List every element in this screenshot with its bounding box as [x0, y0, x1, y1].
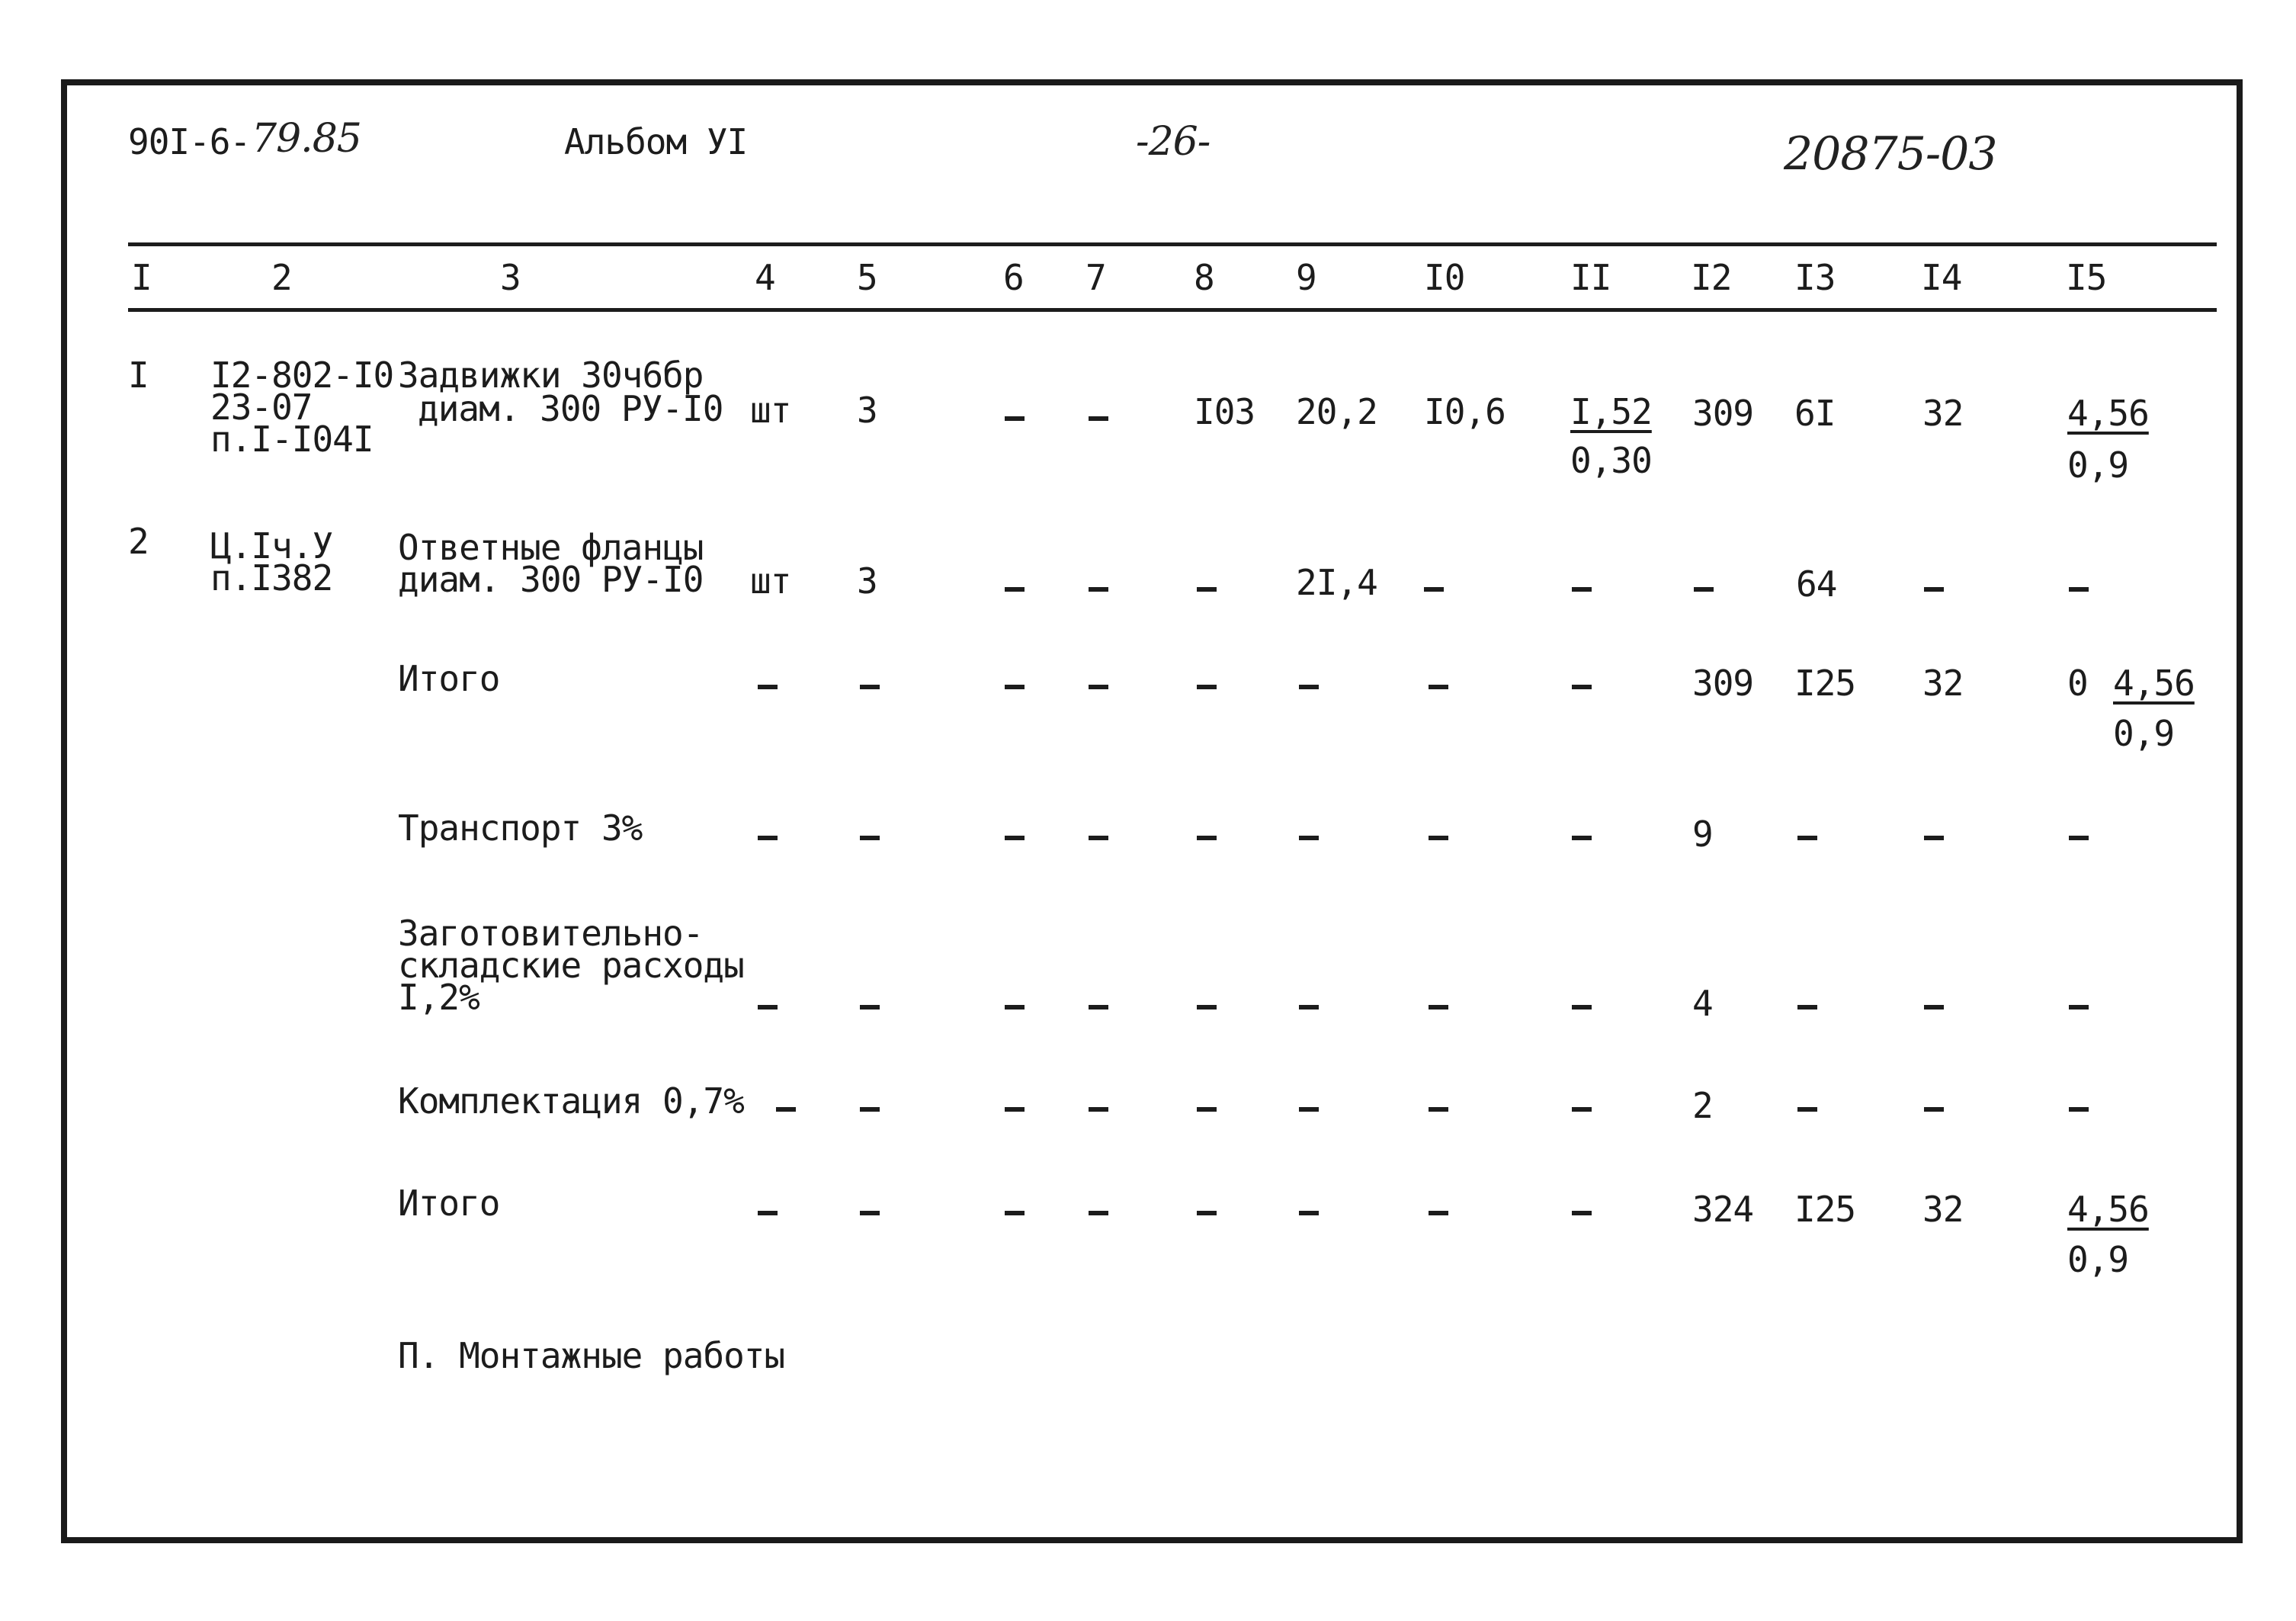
col-header-12: I2 — [1691, 257, 1732, 298]
col-header-7: 7 — [1085, 257, 1106, 298]
row1-col15-bottom: 0,9 — [2067, 445, 2129, 486]
storage-col4-dash — [758, 1005, 778, 1010]
row1-col10: I0,6 — [1424, 391, 1506, 432]
document-code-handwritten: 79.85 — [252, 116, 361, 162]
row2-qty: 3 — [857, 560, 877, 602]
header-bottom-line — [128, 308, 2217, 312]
row1-col12: 309 — [1692, 393, 1754, 434]
total1-col14: 32 — [1922, 663, 1964, 704]
row2-name-line2: диам. 300 РУ-I0 — [398, 559, 704, 600]
kit-label: Комплектация 0,7% — [398, 1080, 744, 1122]
transport-col14-dash — [1924, 836, 1944, 840]
col-header-11: II — [1570, 257, 1611, 298]
total2-col7-dash — [1089, 1211, 1108, 1215]
row1-unit: шт — [750, 390, 791, 431]
row1-qty: 3 — [857, 390, 877, 431]
transport-col13-dash — [1797, 836, 1817, 840]
page-number: -26- — [1136, 119, 1211, 165]
total2-col13: I25 — [1794, 1189, 1856, 1230]
row1-ref-line3: п.I-I04I — [210, 419, 374, 460]
row2-number: 2 — [128, 521, 149, 562]
row1-col13: 6I — [1794, 393, 1836, 434]
transport-col5-dash — [860, 836, 880, 840]
total1-col6-dash — [1005, 685, 1025, 689]
row1-col15-top: 4,56 — [2067, 393, 2149, 434]
transport-col9-dash — [1299, 836, 1319, 840]
storage-col10-dash — [1429, 1005, 1448, 1010]
total2-col15-bottom: 0,9 — [2067, 1239, 2129, 1280]
col-header-13: I3 — [1794, 257, 1836, 298]
kit-col7-dash — [1089, 1107, 1108, 1112]
col-header-10: I0 — [1424, 257, 1465, 298]
total1-col15-top: 4,56 — [2113, 663, 2195, 704]
kit-col12: 2 — [1692, 1085, 1713, 1126]
kit-col14-dash — [1924, 1107, 1944, 1112]
total1-col15-bottom: 0,9 — [2113, 713, 2175, 754]
page-frame — [61, 79, 2243, 1543]
col-header-4: 4 — [755, 257, 775, 298]
total1-col5-dash — [860, 685, 880, 689]
transport-col15-dash — [2069, 836, 2089, 840]
col-header-6: 6 — [1003, 257, 1024, 298]
transport-col7-dash — [1089, 836, 1108, 840]
storage-label-line1: Заготовительно- — [398, 913, 704, 954]
storage-label-line3: I,2% — [398, 977, 479, 1018]
storage-col13-dash — [1797, 1005, 1817, 1010]
row2-name-line1: Ответные фланцы — [398, 527, 704, 568]
row1-number: I — [128, 355, 149, 396]
transport-col10-dash — [1429, 836, 1448, 840]
total1-col10-dash — [1429, 685, 1448, 689]
total2-col5-dash — [860, 1211, 880, 1215]
total2-label: Итого — [398, 1183, 500, 1224]
total1-col15-prefix: 0 — [2067, 663, 2088, 704]
total2-col8-dash — [1197, 1211, 1217, 1215]
row1-name-line1: Задвижки 30ч6бр — [398, 355, 704, 396]
total1-col11-dash — [1572, 685, 1592, 689]
col-header-14: I4 — [1921, 257, 1962, 298]
row1-col9: 20,2 — [1296, 391, 1377, 432]
total1-label: Итого — [398, 658, 500, 699]
col-header-1: I — [131, 257, 152, 298]
document-code-prefix: 90I-6- — [128, 121, 251, 162]
total2-col9-dash — [1299, 1211, 1319, 1215]
section-heading: П. Монтажные работы — [398, 1335, 785, 1376]
total2-col15-top: 4,56 — [2067, 1189, 2149, 1230]
storage-col8-dash — [1197, 1005, 1217, 1010]
row2-ref-line2: п.I382 — [210, 557, 333, 599]
total1-col7-dash — [1089, 685, 1108, 689]
col-header-15: I5 — [2066, 257, 2107, 298]
transport-col11-dash — [1572, 836, 1592, 840]
col-header-8: 8 — [1194, 257, 1214, 298]
kit-col11-dash — [1572, 1107, 1592, 1112]
total2-col11-dash — [1572, 1211, 1592, 1215]
storage-col15-dash — [2069, 1005, 2089, 1010]
row1-name-line2: диам. 300 РУ-I0 — [418, 388, 723, 429]
storage-col5-dash — [860, 1005, 880, 1010]
transport-col12: 9 — [1692, 814, 1713, 855]
col-header-2: 2 — [271, 257, 292, 298]
storage-col6-dash — [1005, 1005, 1025, 1010]
total1-col12: 309 — [1692, 663, 1754, 704]
row1-col7-dash — [1089, 416, 1108, 421]
transport-label: Транспорт 3% — [398, 807, 643, 849]
kit-col13-dash — [1797, 1107, 1817, 1112]
kit-col8-dash — [1197, 1107, 1217, 1112]
total2-col10-dash — [1429, 1211, 1448, 1215]
row1-col11-top: I,52 — [1570, 391, 1652, 432]
storage-col14-dash — [1924, 1005, 1944, 1010]
storage-col7-dash — [1089, 1005, 1108, 1010]
document-number: 20875-03 — [1784, 127, 1997, 181]
kit-col15-dash — [2069, 1107, 2089, 1112]
row2-col10-dash — [1424, 587, 1444, 592]
row2-col14-dash — [1924, 587, 1944, 592]
storage-col12: 4 — [1692, 983, 1713, 1024]
storage-col9-dash — [1299, 1005, 1319, 1010]
total1-col13: I25 — [1794, 663, 1856, 704]
row2-col8-dash — [1197, 587, 1217, 592]
row2-unit: шт — [750, 560, 791, 602]
row2-col9: 2I,4 — [1296, 562, 1377, 603]
kit-col6-dash — [1005, 1107, 1025, 1112]
transport-col6-dash — [1005, 836, 1025, 840]
kit-col9-dash — [1299, 1107, 1319, 1112]
total1-col4-dash — [758, 685, 778, 689]
row2-col7-dash — [1089, 587, 1108, 592]
row2-col15-dash — [2069, 587, 2089, 592]
row1-col6-dash — [1005, 416, 1025, 421]
total2-col12: 324 — [1692, 1189, 1754, 1230]
total1-col8-dash — [1197, 685, 1217, 689]
total2-col4-dash — [758, 1211, 778, 1215]
row2-col12-dash — [1694, 587, 1714, 592]
total2-col14: 32 — [1922, 1189, 1964, 1230]
header-top-line — [128, 242, 2217, 246]
kit-col10-dash — [1429, 1107, 1448, 1112]
row1-col11-bottom: 0,30 — [1570, 440, 1652, 481]
total2-col6-dash — [1005, 1211, 1025, 1215]
transport-col4-dash — [758, 836, 778, 840]
transport-col8-dash — [1197, 836, 1217, 840]
col-header-5: 5 — [857, 257, 877, 298]
col-header-3: 3 — [500, 257, 521, 298]
row2-ref-line1: Ц.Iч.У — [210, 525, 333, 567]
row1-ref-line1: I2-802-I0 — [210, 355, 394, 396]
storage-col11-dash — [1572, 1005, 1592, 1010]
kit-col5-dash — [860, 1107, 880, 1112]
kit-col4-dash — [776, 1107, 796, 1112]
row1-ref-line2: 23-07 — [210, 387, 313, 428]
row1-col14: 32 — [1922, 393, 1964, 434]
album-label: Альбом УI — [564, 121, 748, 162]
row2-col6-dash — [1005, 587, 1025, 592]
row1-col8: I03 — [1194, 391, 1255, 432]
total1-col9-dash — [1299, 685, 1319, 689]
col-header-9: 9 — [1296, 257, 1316, 298]
storage-label-line2: складские расходы — [398, 945, 744, 986]
row2-col11-dash — [1572, 587, 1592, 592]
row2-col13: 64 — [1796, 563, 1837, 605]
